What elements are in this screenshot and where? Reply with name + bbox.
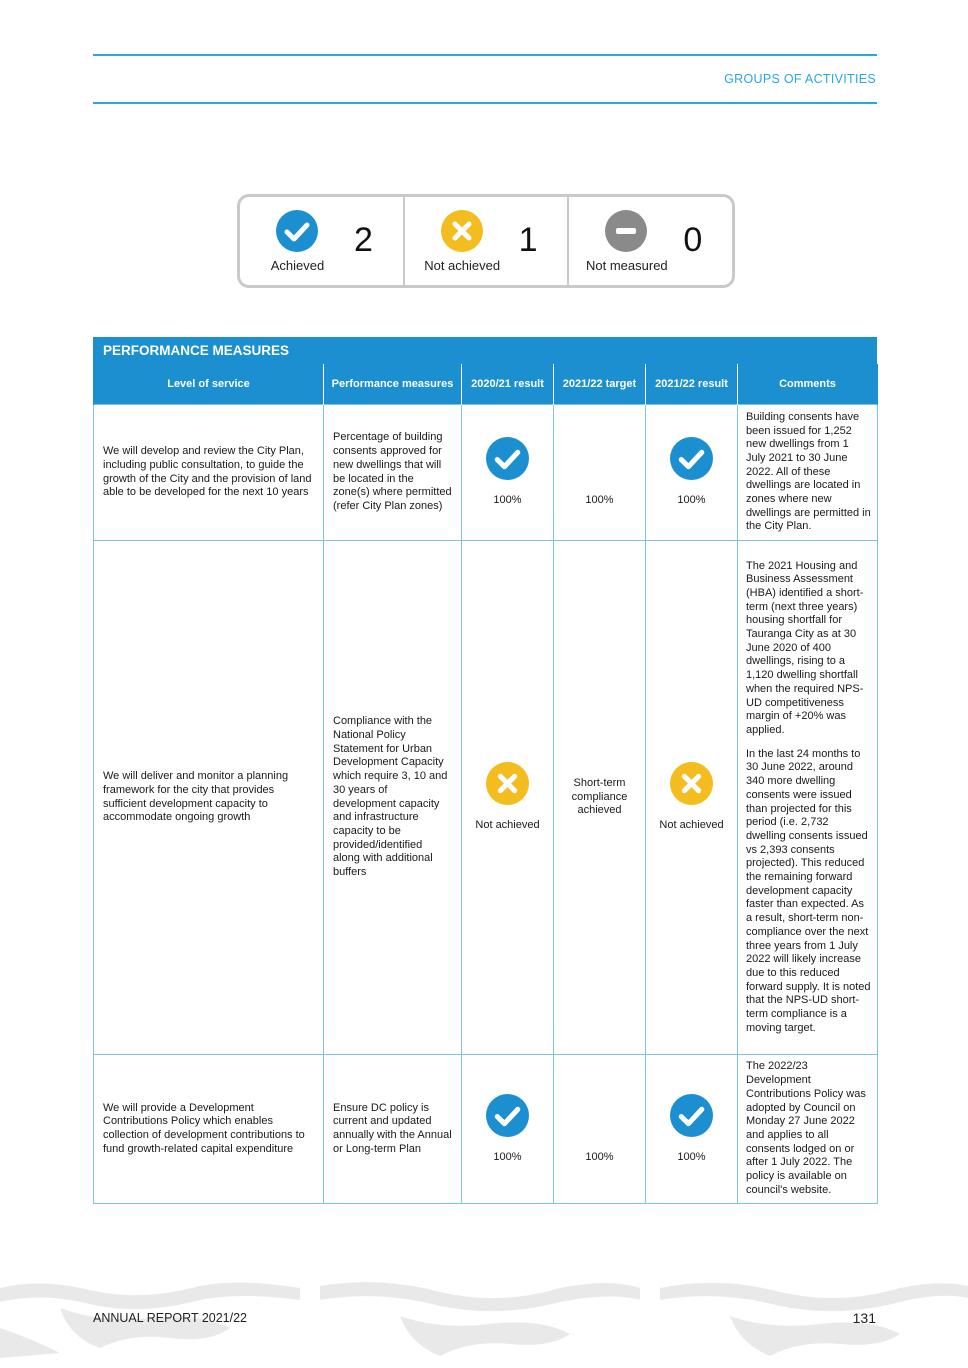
header-top-rule xyxy=(93,54,877,56)
result-2021-22-cell xyxy=(646,1055,738,1204)
col-header-2020-21-result: 2020/21 result xyxy=(462,364,554,405)
not-achieved-count: 1 xyxy=(518,221,538,259)
cross-circle-icon xyxy=(441,210,483,252)
cross-circle-icon xyxy=(670,762,713,805)
col-header-measure: Performance measures xyxy=(324,364,462,405)
result-text: 100% xyxy=(677,494,706,507)
summary-not-achieved xyxy=(403,197,568,285)
page-number: 131 xyxy=(852,1310,876,1326)
report-title: ANNUAL REPORT 2021/22 xyxy=(93,1311,248,1325)
target-2021-22-cell xyxy=(554,1055,646,1204)
result-2020-21-cell xyxy=(462,541,554,1055)
minus-circle-icon xyxy=(605,210,647,252)
result-2020-21-cell xyxy=(462,405,554,541)
result-2021-22-cell xyxy=(646,541,738,1055)
comment-paragraph: The 2022/23 Development Contributions Policy was adopted by Council on Monday 27 June 2022 and applies to all consents lodged on or after 1 July 2022. The policy is available on council's website. xyxy=(746,1060,866,1196)
comments-cell xyxy=(738,541,878,1055)
not-measured-count: 0 xyxy=(683,221,703,259)
not-measured-label: Not measured xyxy=(586,258,668,273)
target-text: 100% xyxy=(585,494,614,507)
result-text: 100% xyxy=(493,1150,522,1163)
target-2021-22-cell xyxy=(554,405,646,541)
comment-paragraph: The 2021 Housing and Business Assessment (HBA) identified a short-term (next three years) housing shortfall for Tauranga City as at 30 June 2020 of 400 dwellings, rising to a 1,120 dwelling shortfall when the required NPS-UD competitiveness margin of +20% was applied. xyxy=(746,559,864,736)
comments-cell xyxy=(738,405,878,541)
table-header-row xyxy=(94,364,878,405)
table-row xyxy=(94,541,878,1055)
result-2020-21-cell xyxy=(462,1055,554,1204)
level-of-service-cell: We will develop and review the City Plan, including public consultation, to guide the growth of the City and the provision of land able to be developed for the next 10 years xyxy=(94,405,324,541)
summary-not-measured xyxy=(567,197,732,285)
table-row xyxy=(94,1055,878,1204)
performance-measure-cell: Ensure DC policy is current and updated annually with the Annual or Long-term Plan xyxy=(324,1055,462,1204)
table-row xyxy=(94,405,878,541)
performance-measures-table xyxy=(93,364,878,1204)
col-header-2021-22-target: 2021/22 target xyxy=(554,364,646,405)
level-of-service-cell: We will provide a Development Contributions Policy which enables collection of development contributions to fund growth-related capital expenditure xyxy=(94,1055,324,1204)
col-header-comments: Comments xyxy=(738,364,878,405)
result-text: Not achieved xyxy=(659,819,724,832)
result-text: 100% xyxy=(677,1150,706,1163)
table-title: PERFORMANCE MEASURES xyxy=(93,337,877,364)
result-text: Not achieved xyxy=(475,819,540,832)
target-text: 100% xyxy=(585,1150,614,1163)
result-2021-22-cell xyxy=(646,405,738,541)
check-circle-icon xyxy=(486,1094,529,1137)
achieved-label: Achieved xyxy=(270,258,325,273)
comment-paragraph: In the last 24 months to 30 June 2022, around 340 more dwelling consents were issued than projected for this period (i.e. 2,732 dwelling consents issued vs 2,393 consents projected). This reduced the remaining forward development capacity faster than expected. As a result, short-term non-compliance over the next three years from 1 July 2022 will likely increase due to this reduced forward supply. It is noted that the NPS-UD short-term compliance is a moving target. xyxy=(746,747,871,1034)
section-label: GROUPS OF ACTIVITIES xyxy=(724,72,876,86)
comments-cell xyxy=(738,1055,878,1204)
performance-measure-cell: Compliance with the National Policy Statement for Urban Development Capacity which require 3, 10 and 30 years of development capacity and infrastructure capacity to be provided/identified along with additional buffers xyxy=(324,541,462,1055)
comment-paragraph: Building consents have been issued for 1,252 new dwellings from 1 July 2021 to 30 June 2022. All of these dwellings are located in zones where new dwellings are permitted in the City Plan. xyxy=(746,410,871,533)
col-header-level: Level of service xyxy=(94,364,324,405)
achieved-count: 2 xyxy=(354,221,373,259)
target-2021-22-cell: Short-term compliance achieved xyxy=(554,541,646,1055)
check-circle-icon xyxy=(670,437,713,480)
check-circle-icon xyxy=(670,1094,713,1137)
col-header-2021-22-result: 2021/22 result xyxy=(646,364,738,405)
check-circle-icon xyxy=(486,437,529,480)
level-of-service-cell: We will deliver and monitor a planning framework for the city that provides sufficient development capacity to accommodate ongoing growth xyxy=(94,541,324,1055)
check-circle-icon xyxy=(276,210,318,252)
not-achieved-label: Not achieved xyxy=(424,258,501,273)
result-text: 100% xyxy=(493,494,522,507)
performance-measure-cell: Percentage of building consents approved for new dwellings that will be located in the zone(s) where permitted (refer City Plan zones) xyxy=(324,405,462,541)
cross-circle-icon xyxy=(486,762,529,805)
header-bottom-rule xyxy=(93,102,877,104)
summary-achieved xyxy=(240,197,403,285)
results-summary-panel xyxy=(237,194,735,288)
